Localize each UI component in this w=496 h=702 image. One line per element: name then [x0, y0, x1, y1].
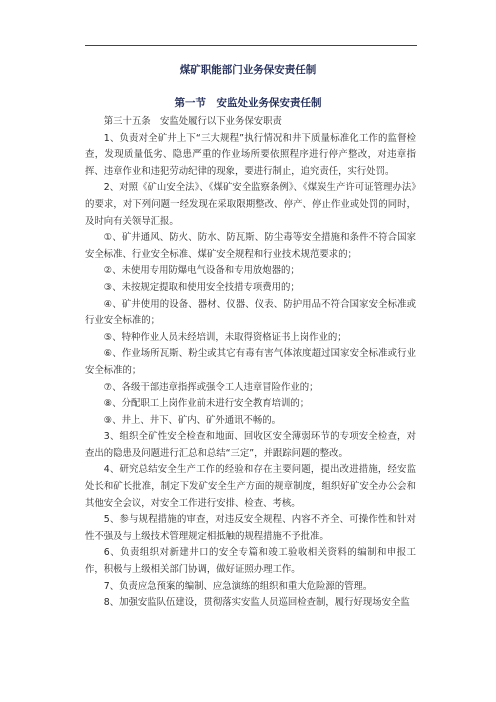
paragraph: 3、组织全矿性安全检查和地面、回收区安全薄弱环节的专项安全检查，对查出的隐患及问题进行汇总和总结“三定”，并跟踪问题的整改。	[85, 431, 416, 459]
list-item: ②、未使用专用防爆电气设备和专用放炮器的；	[103, 265, 300, 277]
list-item: ④、矿井使用的设备、器材、仪器、仪表、防护用品不符合国家安全标准或行业安全标准的；	[85, 298, 416, 327]
list-item: ⑤、特种作业人员未经培训，未取得资格证书上岗作业的；	[103, 331, 347, 343]
list-item: ⑨、井上、井下、矿内、矿外通讯不畅的。	[103, 414, 281, 426]
header-rule	[85, 45, 417, 46]
paragraph: 4、研究总结安全生产工作的经验和存在主要问题，提出改进措施，经安监处长和矿长批准，制定下发矿安全生产方面的规章制度，组织好矿安全办公会和其他安全会议，对安全工作进行安排、检查、考核。	[85, 464, 416, 509]
paragraph: 1、负责对全矿井上下“三大规程”执行情况和井下质量标准化工作的监督检查，发现质量低劣、隐患严重的作业场所要依照程序进行停产整改，对违章指挥、违章作业和违犯劳动纪律的现象，要进行制止，追究责任，实行处罚。	[85, 132, 416, 177]
list-item: ①、矿井通风、防火、防水、防瓦斯、防尘毒等安全措施和条件不符合国家安全标准、行业安全标准、煤矿安全规程和行业技术规范要求的；	[85, 232, 416, 260]
paragraph: 8、加强安监队伍建设，贯彻落实安监人员巡回检查制，履行好现场安全监	[103, 597, 410, 609]
article-heading: 第三十五条 安监处履行以下业务保安职责	[103, 116, 282, 127]
list-item: ③、未按规定提取和使用安全技措专项费用的；	[103, 281, 300, 293]
section-title: 第一节 安监处业务保安责任制	[174, 97, 322, 109]
list-item: ⑧、分配职工上岗作业前未进行安全教育培训的；	[103, 398, 310, 410]
document-title: 煤矿职能部门业务保安责任制	[179, 64, 317, 76]
paragraph: 2、对照《矿山安全法》、《煤矿安全监察条例》、《煤炭生产许可证管理办法》的要求，对下列问题一经发现在采取限期整改、停产、停止作业或处罚的同时，及时向有关领导汇报。	[85, 182, 416, 227]
list-item: ⑦、各级干部违章指挥或强令工人违章冒险作业的；	[103, 381, 319, 393]
document-body	[85, 114, 416, 612]
list-item: ⑥、作业场所瓦斯、粉尘或其它有毒有害气体浓度超过国家安全标准或行业安全标准的；	[85, 348, 416, 376]
paragraph: 7、负责应急预案的编制、应急演练的组织和重大危险源的管理。	[103, 580, 373, 592]
paragraph: 5、参与规程措施的审查，对违反安全规程、内容不齐全、可操作性和针对性不强及与上级技术管理规定相抵触的规程措施不予批准。	[85, 514, 416, 542]
paragraph: 6、负责组织对新建井口的安全专篇和竣工验收相关资料的编制和申报工作，积极与上级相关部门协调，做好证照办理工作。	[85, 547, 416, 576]
